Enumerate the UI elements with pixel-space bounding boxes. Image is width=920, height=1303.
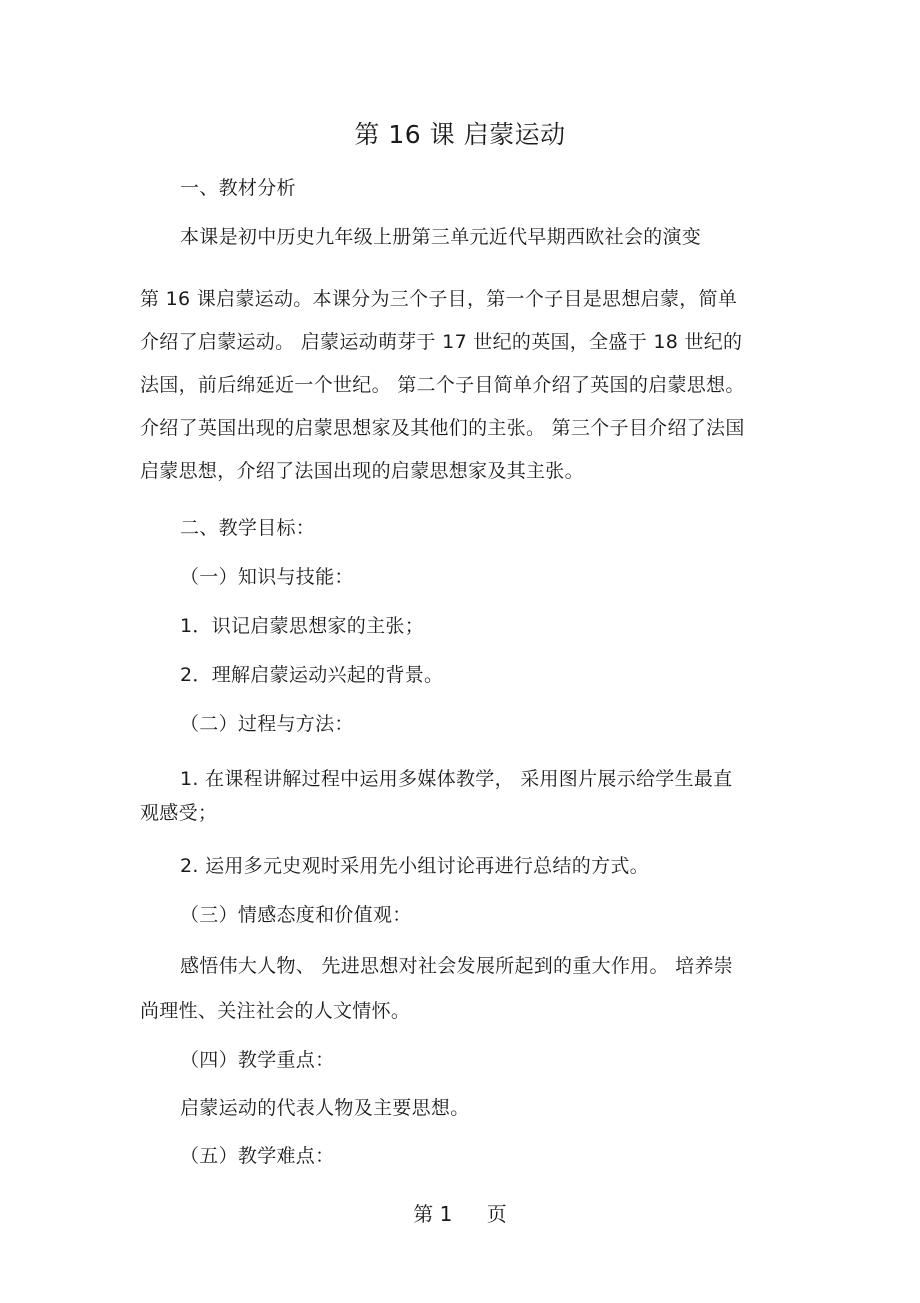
section-heading-analysis: 一、教材分析 bbox=[180, 177, 296, 199]
paragraph-line: 第 16 课启蒙运动。本课分为三个子目，第一个子目是思想启蒙，简单 bbox=[140, 288, 738, 310]
subsection-heading-attitude: （三）情感态度和价值观： bbox=[180, 904, 412, 926]
page-title: 第 16 课 启蒙运动 bbox=[354, 120, 566, 149]
paragraph-line: 启蒙运动的代表人物及主要思想。 bbox=[180, 1097, 470, 1119]
paragraph-line: 法国，前后绵延近一个世纪。 第二个子目简单介绍了英国的启蒙思想。 bbox=[140, 374, 745, 396]
list-item: 1．识记启蒙思想家的主张； bbox=[180, 615, 424, 637]
subsection-heading-process: （二）过程与方法： bbox=[180, 713, 354, 735]
paragraph-line: 感悟伟大人物、 先进思想对社会发展所起到的重大作用。 培养崇 bbox=[180, 955, 734, 977]
paragraph-line: 尚理性、关注社会的人文情怀。 bbox=[140, 1000, 411, 1022]
paragraph-line: 介绍了启蒙运动。 启蒙运动萌芽于 17 世纪的英国，全盛于 18 世纪的 bbox=[140, 331, 743, 353]
subsection-heading-difficulties: （五）教学难点： bbox=[180, 1145, 335, 1167]
list-item: 1. 在课程讲解过程中运用多媒体教学， 采用图片展示给学生最直 bbox=[180, 768, 733, 790]
subsection-heading-knowledge: （一）知识与技能： bbox=[180, 566, 354, 588]
page-number-suffix: 页 bbox=[486, 1202, 507, 1226]
list-item: 2．理解启蒙运动兴起的背景。 bbox=[180, 664, 444, 686]
paragraph-line: 本课是初中历史九年级上册第三单元近代早期西欧社会的演变 bbox=[180, 226, 702, 248]
section-heading-objectives: 二、教学目标： bbox=[180, 517, 316, 539]
list-item: 2. 运用多元史观时采用先小组讨论再进行总结的方式。 bbox=[180, 855, 649, 877]
list-item-continuation: 观感受； bbox=[140, 802, 218, 824]
page-number-prefix: 第 1 bbox=[413, 1202, 453, 1226]
subsection-heading-key-points: （四）教学重点： bbox=[180, 1049, 335, 1071]
page-footer bbox=[0, 1200, 920, 1228]
paragraph-line: 启蒙思想，介绍了法国出现的启蒙思想家及其主张。 bbox=[140, 460, 584, 482]
paragraph-line: 介绍了英国出现的启蒙思想家及其他们的主张。 第三个子目介绍了法国 bbox=[140, 417, 745, 439]
